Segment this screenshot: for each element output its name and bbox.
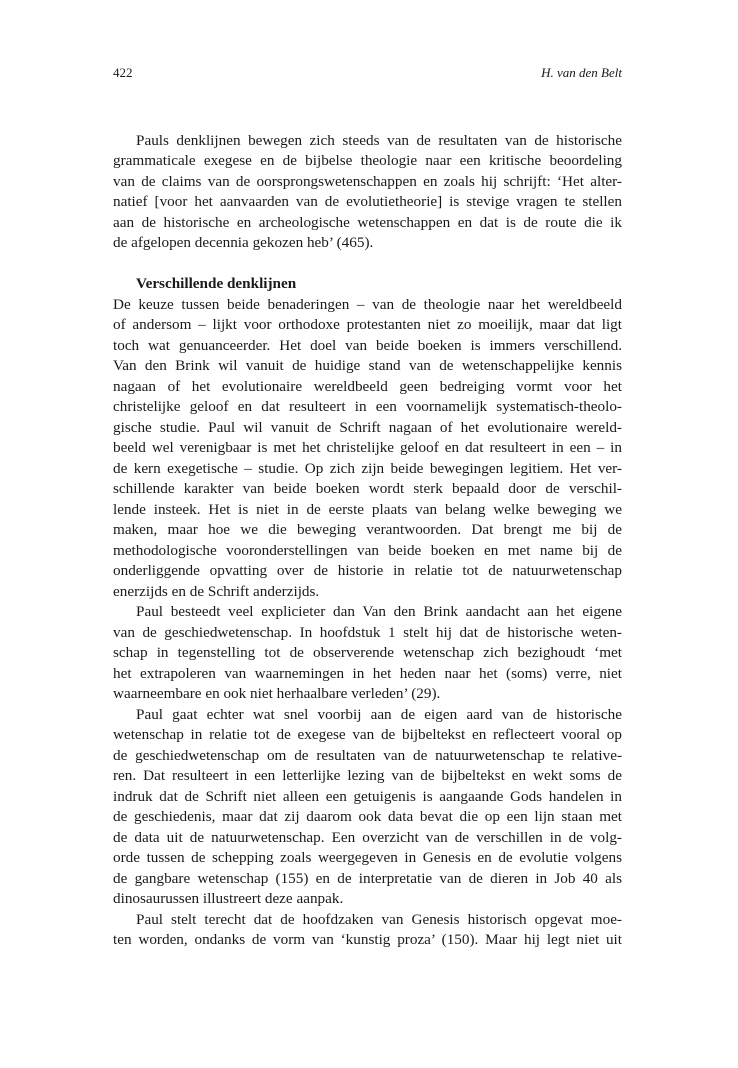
text-line: van de geschiedwetenschap. In hoofdstuk 1 stelt hij dat de historische weten- <box>113 623 622 641</box>
text-line: ten worden, ondanks de vorm van ‘kunstig proza’ (150). Maar hij legt niet uit <box>113 931 622 949</box>
paragraph <box>113 910 622 951</box>
text-line: waarneembare en ook niet herhaalbare verleden’ (29). <box>113 685 441 703</box>
text-line: dinosaurussen illustreert deze aanpak. <box>113 890 344 908</box>
section-heading: Verschillende denklijnen <box>136 275 297 293</box>
text-line: indruk dat de Schrift niet alleen een getuigenis is aangaande Gods handelen in <box>113 787 622 805</box>
text-line: of andersom – lijkt voor orthodoxe protestanten niet zo moeilijk, maar dat ligt <box>113 316 622 334</box>
text-line: aan de historische en archeologische wetenschappen en dat is de route die ik <box>113 213 622 231</box>
paragraph <box>113 602 622 705</box>
text-line: de geschiedwetenschap om de resultaten van de natuurwetenschap te relative- <box>113 746 622 764</box>
text-line: Paul stelt terecht dat de hoofdzaken van Genesis historisch opgevat moe- <box>136 910 622 928</box>
text-line: de geschiedenis, maar dat zij daarom ook data bevat die op een lijn staan met <box>113 808 622 826</box>
text-line: de data uit de natuurwetenschap. Een overzicht van de verschillen in de volg- <box>113 828 622 846</box>
text-line: De keuze tussen beide benaderingen – van de theologie naar het wereldbeeld <box>113 295 622 313</box>
text-line: nagaan of het evolutionaire wereldbeeld geen bedreiging vormt voor het <box>113 377 622 395</box>
text-line: lende insteek. Het is niet in de eerste plaats van belang welke beweging we <box>113 500 622 518</box>
text-line: methodologische vooronderstellingen van beide boeken en met name bij de <box>113 541 622 559</box>
text-line: wetenschap in relatie tot de exegese van de bijbeltekst en reflecteert vooral op <box>113 726 622 744</box>
text-line: christelijke geloof en dat resulteert in een voornamelijk systematisch-theolo- <box>113 398 622 416</box>
paragraph <box>113 131 622 254</box>
text-line: natief [voor het aanvaarden van de evolutietheorie] is stevige vragen te stellen <box>113 193 622 211</box>
text-line: maken, maar hoe we die beweging verantwoorden. Dat brengt me bij de <box>113 521 622 539</box>
text-line: Pauls denklijnen bewegen zich steeds van de resultaten van de historische <box>136 131 622 149</box>
text-line: de kern exegetische – studie. Op zich zijn beide bewegingen legitiem. Het ver- <box>113 459 622 477</box>
text-line: schillende karakter van beide boeken wordt sterk bepaald door de verschil- <box>113 480 622 498</box>
text-line: de afgelopen decennia gekozen heb’ (465). <box>113 234 374 252</box>
paragraph <box>113 295 622 603</box>
text-line: de gangbare wetenschap (155) en de interpretatie van de dieren in Job 40 als <box>113 869 622 887</box>
text-line: van de claims van de oorsprongswetenschappen en zoals hij schrijft: ‘Het alter- <box>113 172 622 190</box>
text-line: Paul gaat echter wat snel voorbij aan de eigen aard van de historische <box>136 705 622 723</box>
text-line: onderliggende opvatting over de historie in relatie tot de natuurwetenschap <box>113 562 622 580</box>
text-line: het extrapoleren van waarnemingen in het heden naar het (soms) verre, niet <box>113 664 622 682</box>
paragraph <box>113 705 622 910</box>
text-line: grammaticale exegese en de bijbelse theologie naar een kritische beoordeling <box>113 152 622 170</box>
running-head <box>113 64 622 82</box>
body-text <box>113 131 622 951</box>
blank-line <box>113 254 622 275</box>
text-line: schap in tegenstelling tot de observerende wetenschap zich bezighoudt ‘met <box>113 644 622 662</box>
text-line: ren. Dat resulteert in een letterlijke lezing van de bijbeltekst en wekt soms de <box>113 767 622 785</box>
page-number: 422 <box>113 65 133 80</box>
text-line: orde tussen de schepping zoals weergegeven in Genesis en de evolutie volgens <box>113 849 622 867</box>
text-line: enerzijds en de Schrift anderzijds. <box>113 582 320 600</box>
text-line: Paul besteedt veel explicieter dan Van den Brink aandacht aan het eigene <box>136 603 622 621</box>
text-line: gische studie. Paul wil vanuit de Schrift nagaan of het evolutionaire wereld- <box>113 418 622 436</box>
text-line: Van den Brink wil vanuit de huidige stand van de wetenschappelijke kennis <box>113 357 622 375</box>
running-head-author: H. van den Belt <box>541 65 622 80</box>
text-line: toch wat genuanceerder. Het doel van beide boeken is immers verschillend. <box>113 336 622 354</box>
text-line: beeld wel verenigbaar is met het christelijke geloof en dat resulteert in een – in <box>113 439 622 457</box>
